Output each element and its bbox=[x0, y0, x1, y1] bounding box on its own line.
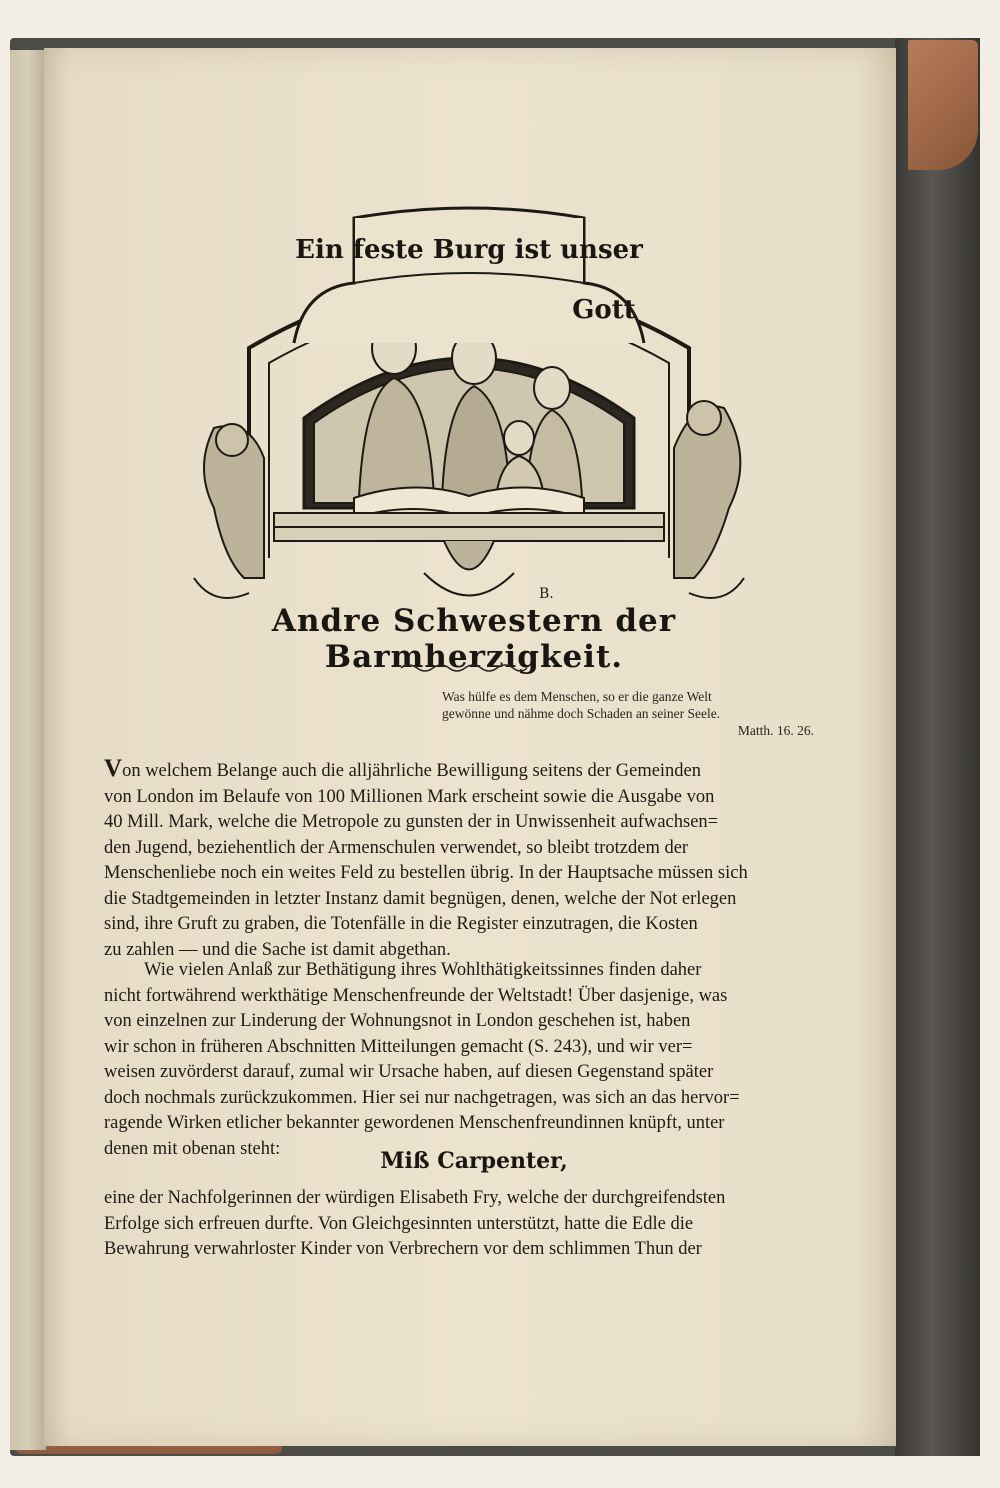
text-line: doch nochmals zurückzukommen. Hier sei nur nachgetragen, was sich an das hervor= bbox=[104, 1087, 740, 1108]
text-line: wir schon in früheren Abschnitten Mitteilungen gemacht (S. 243), und wir ver= bbox=[104, 1036, 693, 1057]
section-heading: Miß Carpenter, bbox=[380, 1148, 568, 1174]
text-line-content: on welchem Belange auch die alljährliche Bewilligung seitens der Gemeinden bbox=[122, 761, 702, 781]
text-line: weisen zuvörderst darauf, zumal wir Ursache haben, auf diesen Gegenstand später bbox=[104, 1062, 714, 1082]
epigraph-line: Was hülfe es dem Menschen, so er die ganze Welt bbox=[442, 689, 712, 704]
paragraph-1 bbox=[104, 756, 844, 963]
text-line: sind, ihre Gruft zu graben, die Totenfälle in die Register einzutragen, die Kosten bbox=[104, 914, 698, 934]
text-line: ragende Wirken etlicher bekannter gewordenen Menschenfreundinnen knüpft, unter bbox=[104, 1113, 725, 1133]
text-line: Wie vielen Anlaß zur Bethätigung ihres Wohlthätigkeitssinnes finden daher bbox=[144, 960, 702, 980]
text-line: eine der Nachfolgerinnen der würdigen Elisabeth Fry, welche der durchgreifendsten bbox=[104, 1188, 726, 1208]
woodcut-illustration bbox=[154, 178, 784, 618]
artist-monogram: B. bbox=[539, 586, 554, 602]
text-line: Bewahrung verwahrloster Kinder von Verbrechern vor dem schlimmen Thun der bbox=[104, 1239, 702, 1259]
left-page-edge bbox=[10, 50, 46, 1450]
paragraph-3 bbox=[104, 1186, 844, 1263]
text-line: denen mit obenan steht: bbox=[104, 1138, 281, 1159]
drop-initial: V bbox=[104, 755, 123, 782]
text-line: Menschenliebe noch ein weites Feld zu bestellen übrig. In der Hauptsache müssen sich bbox=[104, 863, 748, 883]
banner-text-top: Ein feste Burg ist unser bbox=[295, 235, 643, 265]
text-line: von einzelnen zur Linderung der Wohnungsnot in London geschehen ist, haben bbox=[104, 1011, 691, 1031]
epigraph bbox=[442, 688, 822, 739]
paragraph-2 bbox=[104, 958, 844, 1162]
book-spine-leather bbox=[895, 38, 980, 1456]
text-line bbox=[104, 756, 844, 785]
book-page bbox=[44, 48, 896, 1446]
banner-text-bottom: Gott bbox=[572, 295, 636, 325]
text-line: Erfolge sich erfreuen durfte. Von Gleichgesinnten unterstützt, hatte die Edle die bbox=[104, 1213, 694, 1234]
epigraph-reference: Matth. 16. 26. bbox=[737, 723, 814, 738]
leather-corner-top bbox=[908, 40, 978, 170]
text-line: die Stadtgemeinden in letzter Instanz damit begnügen, denen, welche der Not erlegen bbox=[104, 888, 737, 909]
ornamental-rule bbox=[399, 658, 529, 678]
epigraph-line: gewönne und nähme doch Schaden an seiner Seele. bbox=[442, 706, 721, 721]
text-line: zu zahlen — und die Sache ist damit abgethan. bbox=[104, 939, 451, 960]
text-line: nicht fortwährend werkthätige Menschenfreunde der Weltstadt! Über dasjenige, was bbox=[104, 985, 728, 1006]
text-line: 40 Mill. Mark, welche die Metropole zu gunsten der in Unwissenheit aufwachsen= bbox=[104, 812, 719, 832]
text-line: von London im Belaufe von 100 Millionen Mark erscheint sowie die Ausgabe von bbox=[104, 786, 715, 807]
page-title: Andre Schwestern der Barmherzigkeit. bbox=[271, 603, 677, 675]
text-line: den Jugend, beziehentlich der Armenschulen verwendet, so bleibt trotzdem der bbox=[104, 837, 689, 858]
